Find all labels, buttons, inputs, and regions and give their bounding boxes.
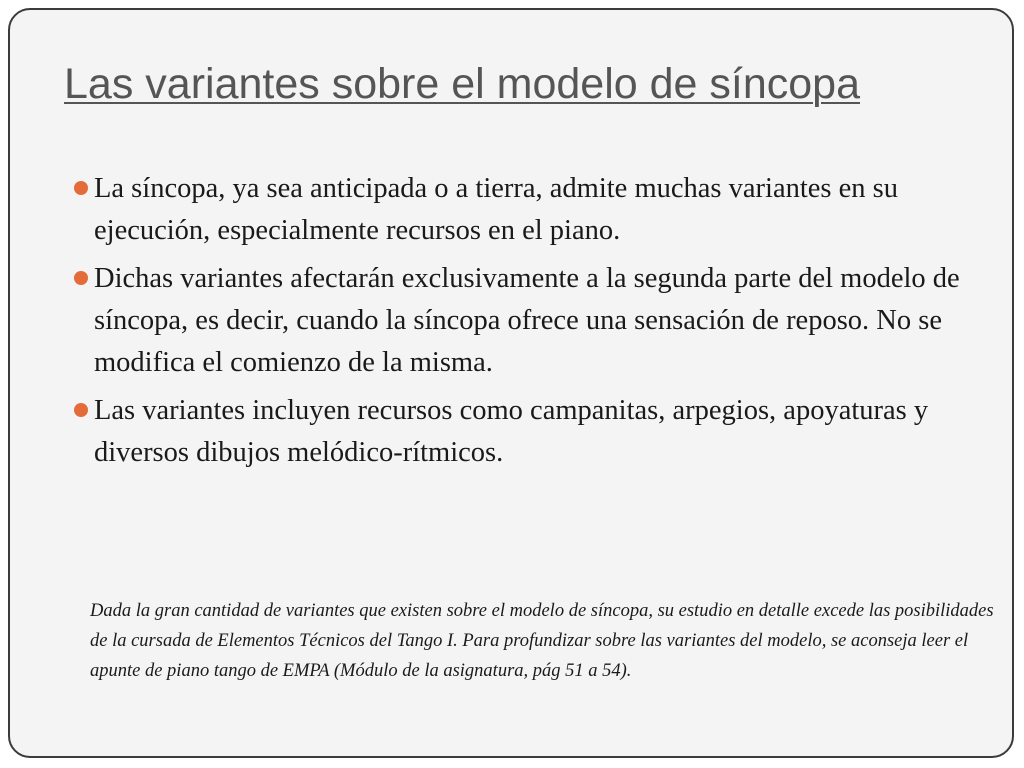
footnote-text: Dada la gran cantidad de variantes que existen sobre el modelo de síncopa, su estudio en detalle excede las posibilidades de la cursada de Elementos Técnicos del Tango I. Para profundizar sobre las variantes del modelo, se aconseja leer el apunte de piano tango de EMPA (Módulo de la asignatura, pág 51 a 54).	[90, 601, 994, 681]
bullet-text: Dichas variantes afectarán exclusivamente a la segunda parte del modelo de síncopa, es decir, cuando la síncopa ofrece una sensación de reposo. No se modifica el comienzo de la misma.	[94, 263, 960, 378]
bullet-text: Las variantes incluyen recursos como campanitas, arpegios, apoyaturas y diversos dibujos melódico-rítmicos.	[94, 395, 929, 468]
bullet-dot-icon	[74, 271, 88, 285]
bullet-item	[74, 168, 994, 252]
slide-frame	[8, 8, 1014, 758]
slide-title: Las variantes sobre el modelo de síncopa	[64, 60, 860, 108]
bullet-item	[74, 390, 994, 474]
bullet-dot-icon	[74, 403, 88, 417]
bullet-item	[74, 258, 994, 384]
bullet-text: La síncopa, ya sea anticipada o a tierra, admite muchas variantes en su ejecución, especialmente recursos en el piano.	[94, 173, 898, 246]
bullet-list	[74, 168, 994, 480]
bullet-dot-icon	[74, 181, 88, 195]
